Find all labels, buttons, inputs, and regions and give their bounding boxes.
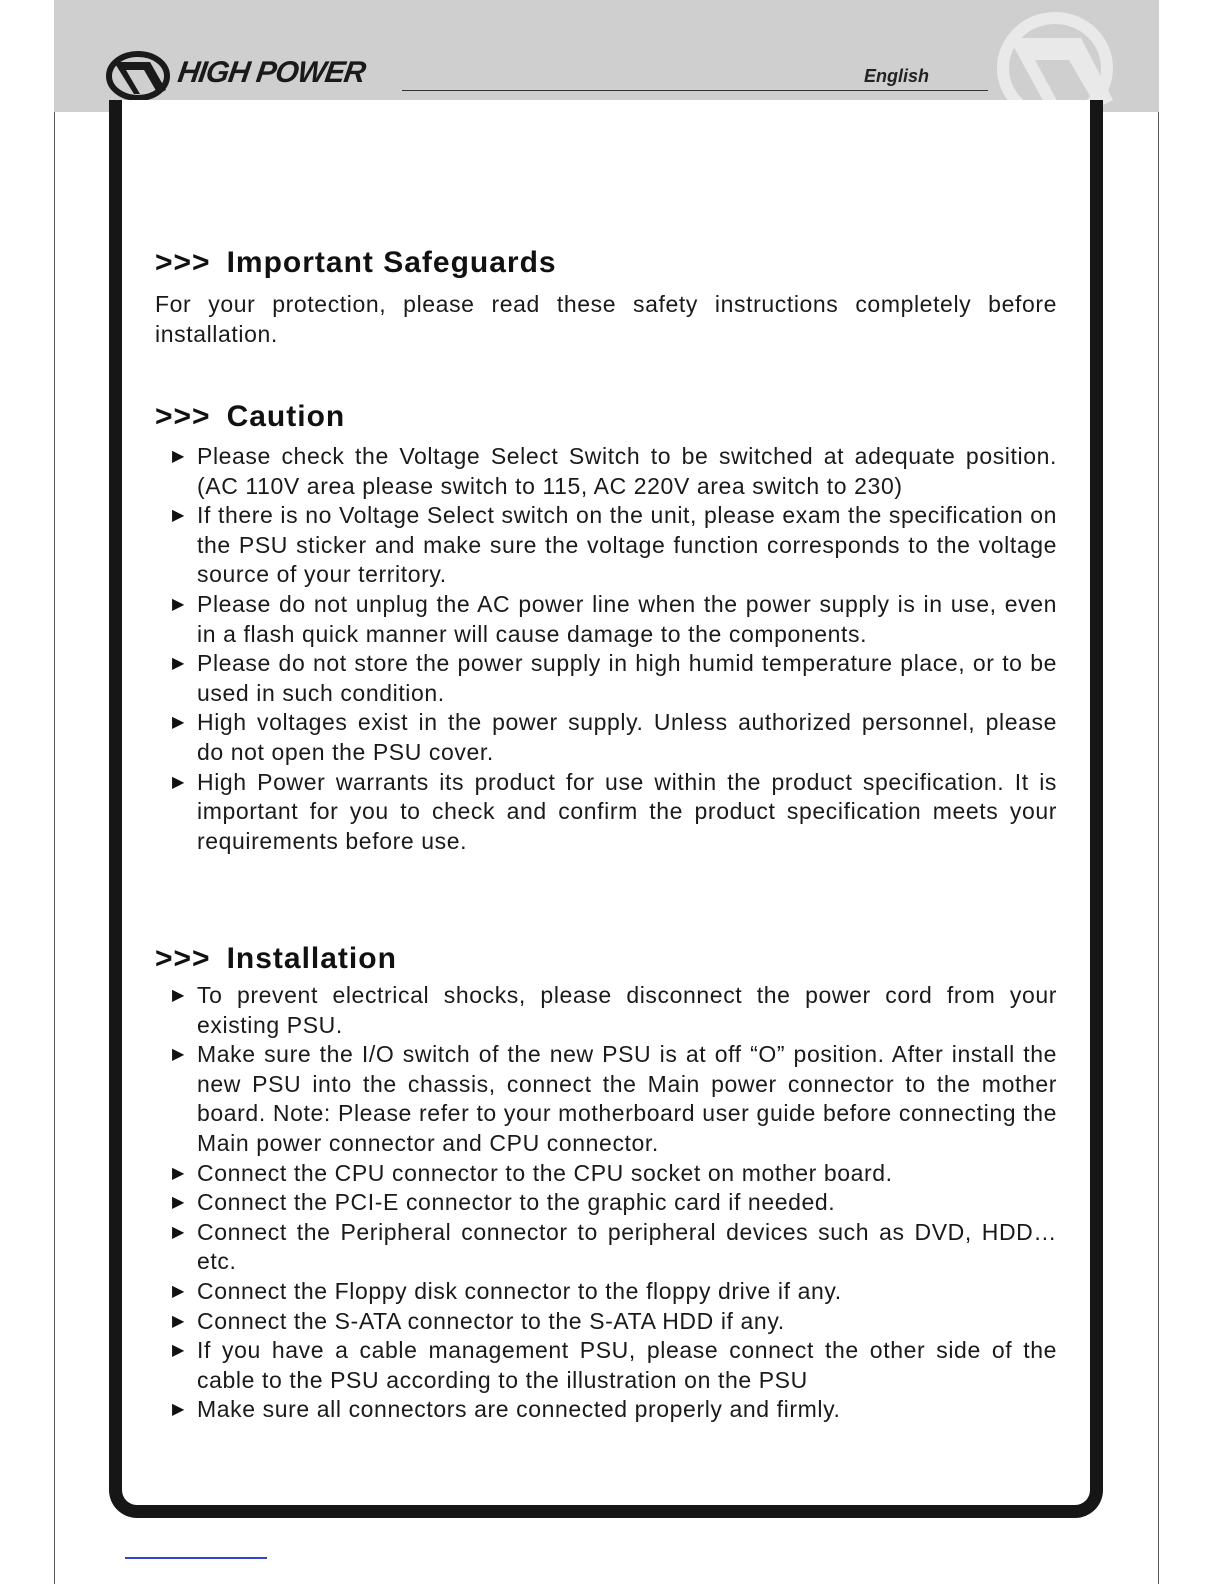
caution-item: ▶ If there is no Voltage Select switch on the unit, please exam the specification on the PSU sticker and make sure the voltage function corresponds to the voltage source of your territory. xyxy=(172,502,1057,588)
section-arrows: >>> xyxy=(155,400,211,433)
triangle-right-bullet-icon: ▶ xyxy=(172,773,185,791)
triangle-right-bullet-icon: ▶ xyxy=(172,1312,185,1330)
header-rule xyxy=(402,90,988,91)
caution-item: ▶ Please do not store the power supply in high humid temperature place, or to be used in such condition. xyxy=(172,650,1057,706)
page-border-right xyxy=(1158,0,1159,1584)
triangle-right-bullet-icon: ▶ xyxy=(172,714,185,732)
caution-item: ▶ Please do not unplug the AC power line when the power supply is in use, even in a flash quick manner will cause damage to the components. xyxy=(172,590,1057,647)
triangle-right-bullet-icon: ▶ xyxy=(172,507,185,525)
triangle-right-bullet-icon: ▶ xyxy=(172,987,185,1004)
caution-item: ▶ High voltages exist in the power supply. Unless authorized personnel, please do not open the PSU cover. xyxy=(172,709,1057,765)
installation-item: ▶ Connect the S-ATA connector to the S-ATA HDD if any. xyxy=(172,1307,1057,1337)
installation-item: ▶ To prevent electrical shocks, please disconnect the power cord from your existing PSU. xyxy=(172,982,1057,1038)
section-title-caution xyxy=(155,400,345,434)
footer-link-line xyxy=(125,1557,267,1559)
installation-item: ▶ Connect the CPU connector to the CPU socket on mother board. xyxy=(172,1159,1057,1189)
brand-name: HIGH POWER xyxy=(175,56,368,89)
section-title-installation xyxy=(155,942,397,976)
high-power-logo-icon xyxy=(104,50,174,102)
section-title-text: Installation xyxy=(226,942,397,975)
installation-item: ▶ Connect the Floppy disk connector to the floppy drive if any. xyxy=(172,1277,1057,1307)
installation-item: ▶ Make sure the I/O switch of the new PSU is at off “O” position. After install the new PSU into the chassis, connect the Main power connector to the mother board. Note: Please refer to your motherboard user guide before connecting the Main power connector and CPU connector. xyxy=(172,1041,1057,1156)
triangle-right-bullet-icon: ▶ xyxy=(172,1342,185,1360)
triangle-right-bullet-icon: ▶ xyxy=(172,1046,185,1064)
triangle-right-bullet-icon: ▶ xyxy=(172,655,185,673)
section-arrows: >>> xyxy=(155,942,211,975)
caution-item: ▶ High Power warrants its product for use within the product specification. It is important for you to check and confirm the product specification meets your requirements before use. xyxy=(172,768,1057,854)
triangle-right-bullet-icon: ▶ xyxy=(172,1194,185,1212)
caution-list xyxy=(172,442,1057,856)
section-title-text: Caution xyxy=(226,400,346,433)
brand-logo xyxy=(104,50,424,102)
triangle-right-bullet-icon: ▶ xyxy=(172,1282,185,1300)
section-title-text: Important Safeguards xyxy=(226,246,557,279)
installation-item: ▶ Connect the PCI-E connector to the graphic card if needed. xyxy=(172,1188,1057,1218)
page-border-left xyxy=(54,0,55,1584)
section-title-safeguards xyxy=(155,246,557,280)
section-arrows: >>> xyxy=(155,246,211,279)
language-label: English xyxy=(864,66,930,86)
caution-item: ▶ Please check the Voltage Select Switch to be switched at adequate position. (AC 110V area please switch to 115, AC 220V area switch to 230) xyxy=(172,443,1057,499)
high-power-watermark-icon xyxy=(985,8,1135,112)
installation-item: ▶ If you have a cable management PSU, please connect the other side of the cable to the PSU according to the illustration on the PSU xyxy=(172,1337,1057,1393)
installation-list xyxy=(172,981,1057,1425)
triangle-right-bullet-icon: ▶ xyxy=(172,1164,185,1182)
triangle-right-bullet-icon: ▶ xyxy=(172,1223,185,1241)
safeguards-intro: For your protection, please read these safety instructions completely before installation. xyxy=(155,291,1057,347)
triangle-right-bullet-icon: ▶ xyxy=(172,595,185,613)
installation-item: ▶ Connect the Peripheral connector to peripheral devices such as DVD, HDD…etc. xyxy=(172,1218,1057,1275)
triangle-right-bullet-icon: ▶ xyxy=(172,1401,185,1419)
triangle-right-bullet-icon: ▶ xyxy=(172,448,185,465)
installation-item: ▶ Make sure all connectors are connected properly and firmly. xyxy=(172,1395,1057,1425)
